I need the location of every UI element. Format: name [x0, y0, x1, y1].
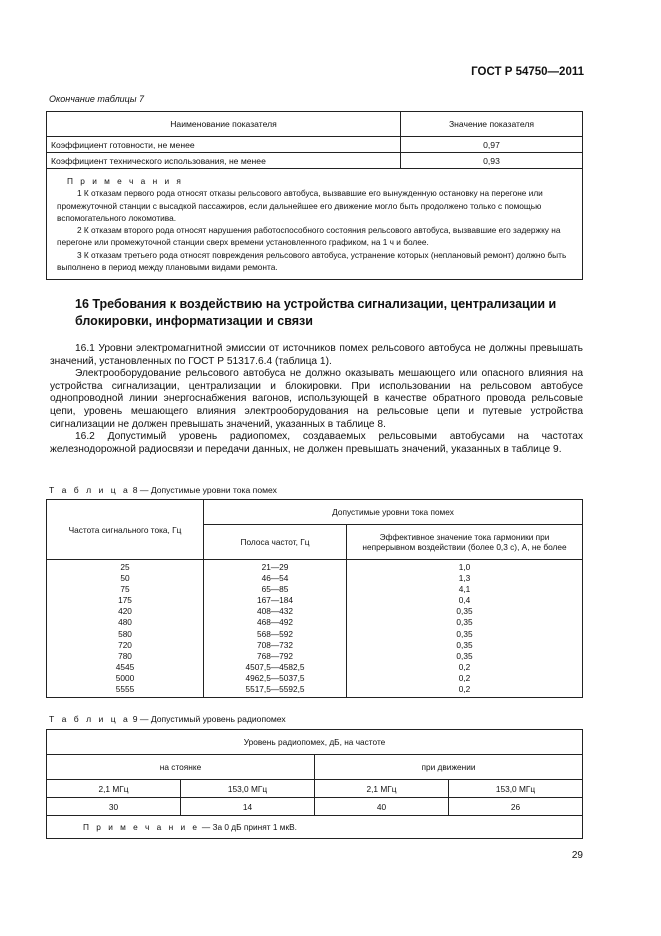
table-caption-word: Т а б л и ц а: [49, 714, 131, 724]
band-value: 708—732: [257, 639, 293, 650]
band-value: 46—54: [261, 573, 289, 584]
effective-column: [347, 560, 583, 698]
column-header-parked: на стоянке: [47, 755, 315, 780]
frequency-value: 5555: [115, 684, 135, 695]
frequency-value: 720: [118, 639, 132, 650]
page-number: 29: [571, 850, 583, 861]
band-value: 21—29: [261, 562, 289, 572]
frequency-value: 580: [118, 628, 132, 639]
section-body: [50, 343, 583, 456]
band-value: 167—184: [257, 595, 293, 606]
note-2: 2 К отказам второго рода относят нарушения работоспособного состояния рельсового автобуса, вызвавшие его задержку на перегоне или промежуточной станции сверх времени установленного графиком, на 1 ч и более.: [57, 225, 561, 248]
current-value: 0,35: [456, 650, 473, 661]
note-text: — За 0 дБ принят 1 мкВ.: [201, 822, 297, 832]
band-value: 568—592: [257, 628, 293, 639]
frequency-value: 25: [120, 562, 130, 572]
column-header-moving: при движении: [315, 755, 583, 780]
column-header-level: Уровень радиопомех, дБ, на частоте: [47, 730, 583, 755]
band-column: [204, 560, 347, 698]
paragraph: 16.1 Уровни электромагнитной эмиссии от источников помех рельсового автобуса не должны превышать значений, установленных по ГОСТ Р 51317.6.4 (таблица 1).: [50, 343, 583, 367]
value-cell: 26: [449, 798, 583, 816]
table8-caption: [49, 485, 277, 495]
current-value: 1,0: [458, 562, 471, 572]
note-1: 1 К отказам первого рода относят отказы рельсового автобуса, вызвавшие его вынужденную остановку на перегоне или промежуточной станции с высадкой пассажиров, если дальнейшее его движение могло быть продолжено только с помощью вспомогательного локомотива.: [57, 188, 543, 223]
column-group-header: Допустимые уровни тока помех: [204, 500, 583, 525]
frequency-value: 5000: [115, 672, 135, 683]
table-notes: [47, 169, 583, 280]
column-header-effective: Эффективное значение тока гармоники при непрерывном воздействии (более 0,3 с), А, не более: [347, 525, 583, 560]
frequency-cell: 2,1 МГц: [47, 780, 181, 798]
band-value: 4507,5—4582,5: [245, 661, 305, 672]
table-caption-text: 9 — Допустимый уровень радиопомех: [132, 714, 286, 724]
table9-caption: [49, 714, 286, 724]
indicator-value: 0,97: [401, 137, 583, 153]
frequency-value: 50: [120, 573, 130, 584]
value-cell: 40: [315, 798, 449, 816]
current-value: 4,1: [458, 584, 471, 595]
frequency-value: 4545: [115, 661, 135, 672]
band-value: 768—792: [257, 650, 293, 661]
table-continuation-caption: Окончание таблицы 7: [49, 94, 144, 104]
column-header-band: Полоса частот, Гц: [204, 525, 347, 560]
section-heading: 16 Требования к воздействию на устройства сигнализации, централизации и блокировки, информатизации и связи: [75, 297, 557, 328]
note-word: П р и м е ч а н и е: [83, 822, 200, 832]
frequency-column: [47, 560, 204, 698]
value-cell: 30: [47, 798, 181, 816]
frequency-cell: 2,1 МГц: [315, 780, 449, 798]
indicator-name: Коэффициент технического использования, не менее: [47, 153, 401, 169]
frequency-value: 420: [118, 606, 132, 617]
reliability-table: [46, 111, 583, 280]
frequency-value: 480: [118, 617, 132, 628]
notes-title: П р и м е ч а н и я: [67, 176, 184, 186]
current-value: 0,35: [456, 639, 473, 650]
current-value: 1,3: [458, 573, 471, 584]
column-header-name: Наименование показателя: [47, 112, 401, 137]
frequency-cell: 153,0 МГц: [181, 780, 315, 798]
band-value: 4962,5—5037,5: [245, 672, 305, 683]
indicator-value: 0,93: [401, 153, 583, 169]
column-header-value: Значение показателя: [401, 112, 583, 137]
document-standard-number: ГОСТ Р 54750—2011: [471, 66, 584, 78]
current-value: 0,35: [456, 617, 473, 628]
table-caption-text: 8 — Допустимые уровни тока помех: [132, 485, 277, 495]
current-value: 0,4: [458, 595, 471, 606]
table-row: [47, 153, 583, 169]
frequency-value: 75: [120, 584, 130, 595]
frequency-cell: 153,0 МГц: [449, 780, 583, 798]
table-row: [47, 137, 583, 153]
radio-interference-table: [46, 729, 583, 839]
table-caption-word: Т а б л и ц а: [49, 485, 131, 495]
band-value: 65—85: [261, 584, 289, 595]
table-note: [47, 816, 583, 839]
current-value: 0,2: [458, 684, 471, 695]
value-cell: 14: [181, 798, 315, 816]
interference-current-table: [46, 499, 583, 698]
paragraph: Электрооборудование рельсового автобуса не должно оказывать мешающего или опасного влияния на устройства сигнализации, централизации и блокировки. При использовании на рельсовом автобусе однопроводной линии энергоснабжения вагонов, использующей в качестве обратного провода рельсовые цепи, уровень мешающего влияния электрооборудования на рельсовые цепи и путевые устройства сигнализации не должен превышать значений, указанных в таблице 8.: [50, 368, 583, 430]
current-value: 0,35: [456, 606, 473, 617]
frequency-value: 175: [118, 595, 132, 606]
band-value: 468—492: [257, 617, 293, 628]
band-value: 408—432: [257, 606, 293, 617]
current-value: 0,35: [456, 628, 473, 639]
note-3: 3 К отказам третьего рода относят повреждения рельсового автобуса, устранение которых (неплановый ремонт) должно быть выполнено в период между плановыми видами ремонта.: [57, 249, 567, 273]
indicator-name: Коэффициент готовности, не менее: [47, 137, 401, 153]
band-value: 5517,5—5592,5: [245, 684, 305, 695]
frequency-value: 780: [118, 650, 132, 661]
current-value: 0,2: [458, 672, 471, 683]
current-value: 0,2: [458, 661, 471, 672]
paragraph: 16.2 Допустимый уровень радиопомех, создаваемых рельсовыми автобусами на частотах железнодорожной радиосвязи и передачи данных, не должен превышать значений, указанных в таблице 9.: [50, 431, 583, 455]
column-header-frequency: Частота сигнального тока, Гц: [47, 500, 204, 560]
